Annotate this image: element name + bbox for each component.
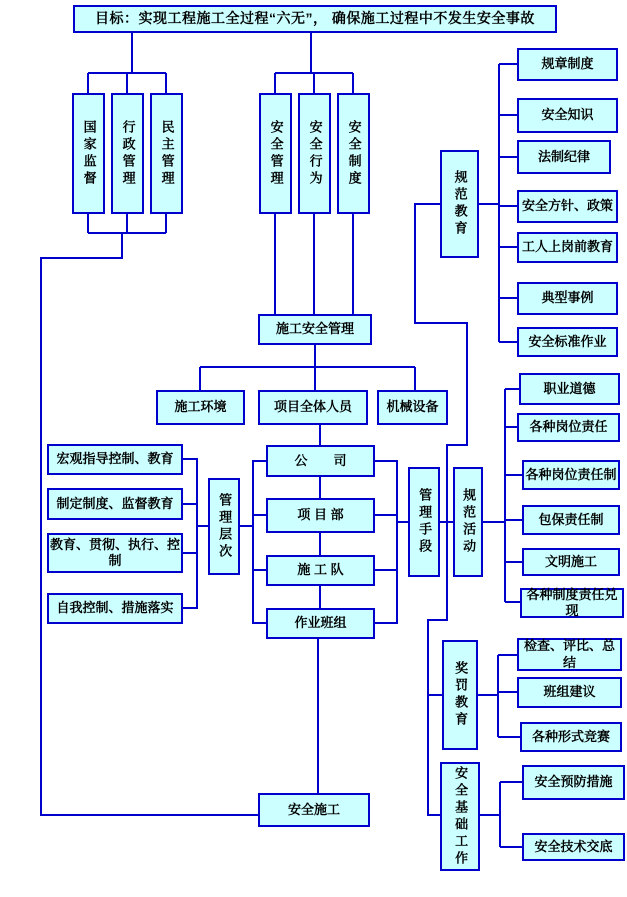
node-construction-environment: 施工环境 — [156, 390, 245, 425]
node-administrative-management: 行政管理 — [111, 93, 144, 214]
node-post-responsibility-system: 各种岗位责任制 — [522, 460, 620, 490]
node-check-evaluate-summarize: 检查、评比、总结 — [517, 638, 622, 671]
node-macro-guidance: 宏观指导控制、教育 — [47, 444, 183, 475]
node-safety-management: 安全管理 — [259, 93, 292, 214]
node-pre-job-training: 工人上岗前教育 — [517, 232, 618, 263]
node-standard-education: 规范教育 — [440, 150, 479, 258]
node-safety-technical-disclosure: 安全技术交底 — [522, 833, 625, 861]
node-management-means: 管理手段 — [408, 467, 440, 577]
node-civilized-construction: 文明施工 — [522, 548, 620, 576]
node-state-supervision: 国家监督 — [72, 93, 105, 214]
node-safety-behavior: 安全行为 — [298, 93, 331, 214]
node-safety-precautions: 安全预防措施 — [522, 765, 625, 800]
node-rules-regulations: 规章制度 — [517, 48, 618, 81]
connector-line — [375, 461, 397, 623]
node-professional-ethics: 职业道德 — [519, 373, 620, 405]
node-safety-knowledge: 安全知识 — [517, 98, 618, 133]
node-safe-construction: 安全施工 — [258, 793, 370, 827]
node-work-crew: 作业班组 — [266, 608, 375, 639]
node-self-control: 自我控制、措施落实 — [47, 593, 183, 624]
node-project-department: 项 目 部 — [266, 498, 375, 533]
node-machinery-equipment: 机械设备 — [377, 390, 448, 425]
node-post-responsibilities: 各种岗位责任 — [517, 413, 620, 442]
node-standard-activities: 规范活动 — [453, 467, 483, 577]
connector-line — [183, 459, 197, 608]
node-safety-system: 安全制度 — [337, 93, 370, 214]
node-typical-cases: 典型事例 — [517, 282, 618, 315]
node-competitions: 各种形式竞赛 — [520, 722, 622, 752]
node-system-supervision-education: 制定制度、监督教育 — [47, 488, 183, 520]
node-reward-punishment-education: 奖罚教育 — [442, 640, 478, 750]
node-educate-implement-control: 教育、贯彻、执行、控制 — [47, 533, 183, 573]
node-safety-basic-work: 安全基础工作 — [440, 762, 480, 871]
node-company: 公 司 — [266, 445, 375, 477]
node-management-levels: 管理层次 — [208, 478, 240, 575]
node-project-personnel: 项目全体人员 — [258, 390, 368, 425]
node-legal-discipline: 法制纪律 — [517, 140, 611, 174]
node-democratic-management: 民主管理 — [150, 93, 183, 214]
node-safety-policy: 安全方针、政策 — [517, 190, 618, 223]
connector-line — [253, 461, 266, 623]
node-system-responsibility-fulfilment: 各种制度责任兑现 — [520, 588, 624, 618]
node-safety-standard-operation: 安全标准作业 — [517, 327, 618, 357]
node-guarantee-responsibility: 包保责任制 — [522, 505, 620, 535]
node-construction-safety-management: 施工安全管理 — [258, 314, 372, 345]
node-construction-team: 施 工 队 — [266, 555, 375, 586]
node-goal-banner: 目标：实现工程施工全过程“六无”， 确保施工过程中不发生安全事故 — [73, 5, 557, 33]
node-crew-suggestions: 班组建议 — [517, 677, 622, 708]
